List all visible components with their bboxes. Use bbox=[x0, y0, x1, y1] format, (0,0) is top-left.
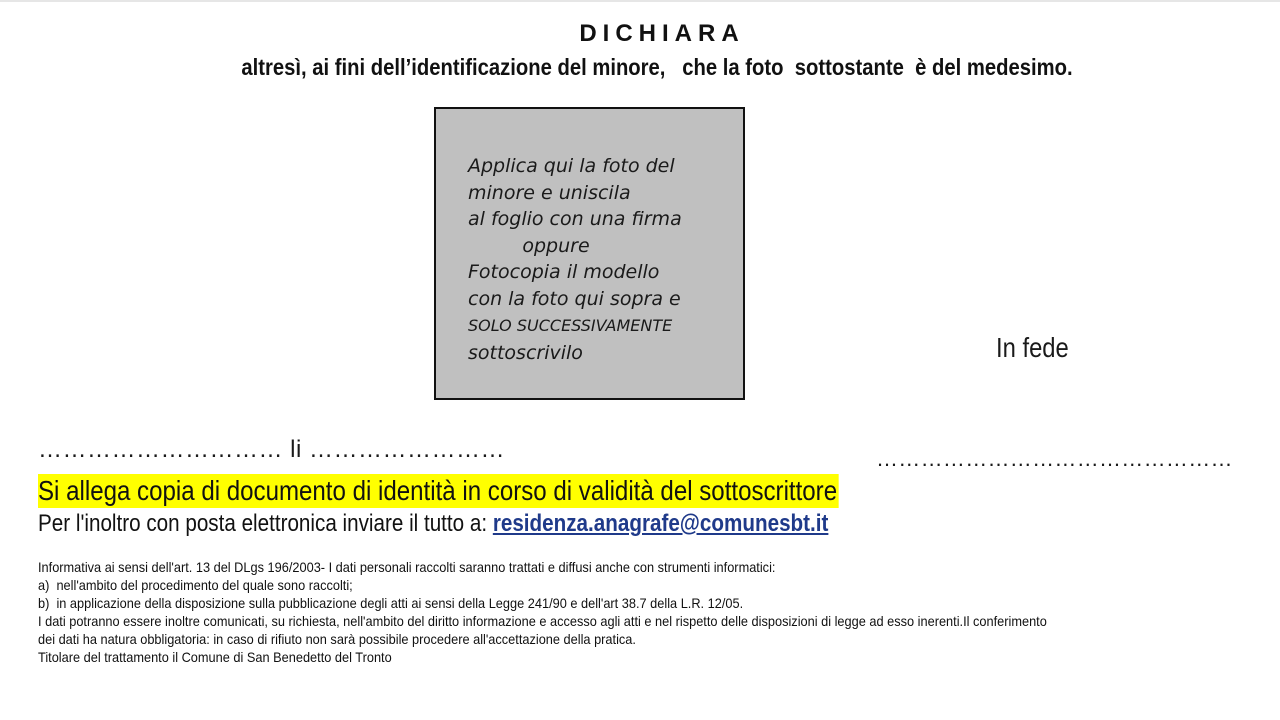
privacy-notice-line: Titolare del trattamento il Comune di San Benedetto del Tronto bbox=[38, 649, 392, 665]
declaration-subtitle: altresì, ai fini dell’identificazione del minore, che la foto sottostante è del medesimo. bbox=[241, 54, 1073, 80]
in-fede-label: In fede bbox=[996, 332, 1069, 363]
email-link[interactable]: residenza.anagrafe@comunesbt.it bbox=[492, 510, 829, 537]
photo-instruction-line: minore e uniscila bbox=[468, 181, 631, 204]
signature-field: ………………………………………… bbox=[876, 446, 1233, 471]
privacy-notice-line: a) nell'ambito del procedimento del quale sono raccolti; bbox=[38, 577, 353, 593]
photo-instruction-line: sottoscrivilo bbox=[468, 341, 583, 364]
email-instruction bbox=[38, 510, 828, 538]
photo-placeholder-box bbox=[434, 107, 745, 400]
privacy-notice-line: b) in applicazione della disposizione sulla pubblicazione degli atti ai sensi della Legge 241/90 e dell'art 38.7 della L.R. 12/05. bbox=[38, 595, 744, 611]
photo-instruction-line: Fotocopia il modello bbox=[468, 261, 660, 283]
privacy-notice-line: I dati potranno essere inoltre comunicati, su richiesta, nell'ambito del diritto informazione e accesso agli atti e nel rispetto delle disposizioni di legge ad esso inerenti.Il conferimento bbox=[38, 613, 1047, 629]
photo-instruction-line: oppure bbox=[468, 234, 590, 257]
privacy-notice bbox=[38, 558, 1224, 666]
attachment-note: Si allega copia di documento di identità in corso di validità del sottoscrittore bbox=[38, 475, 838, 506]
photo-instructions bbox=[468, 153, 682, 366]
photo-instruction-line: Applica qui la foto del bbox=[468, 155, 675, 177]
privacy-notice-line: Informativa ai sensi dell'art. 13 del DLgs 196/2003- I dati personali raccolti saranno trattati e diffusi anche con strumenti informatici: bbox=[38, 559, 776, 575]
place-date-field: ………………………… li …………………… bbox=[38, 436, 505, 463]
page-title: DICHIARA bbox=[579, 20, 745, 47]
page-top-rule bbox=[0, 0, 1280, 2]
photo-instruction-line: al foglio con una firma bbox=[468, 208, 682, 230]
privacy-notice-line: dei dati ha natura obbligatoria: in caso di rifiuto non sarà possibile procedere all'accettazione della pratica. bbox=[38, 631, 636, 647]
email-prefix: Per l'inoltro con posta elettronica inviare il tutto a: bbox=[38, 510, 493, 537]
photo-instruction-line: SOLO SUCCESSIVAMENTE bbox=[468, 316, 673, 335]
photo-instruction-line: con la foto qui sopra e bbox=[468, 287, 681, 310]
